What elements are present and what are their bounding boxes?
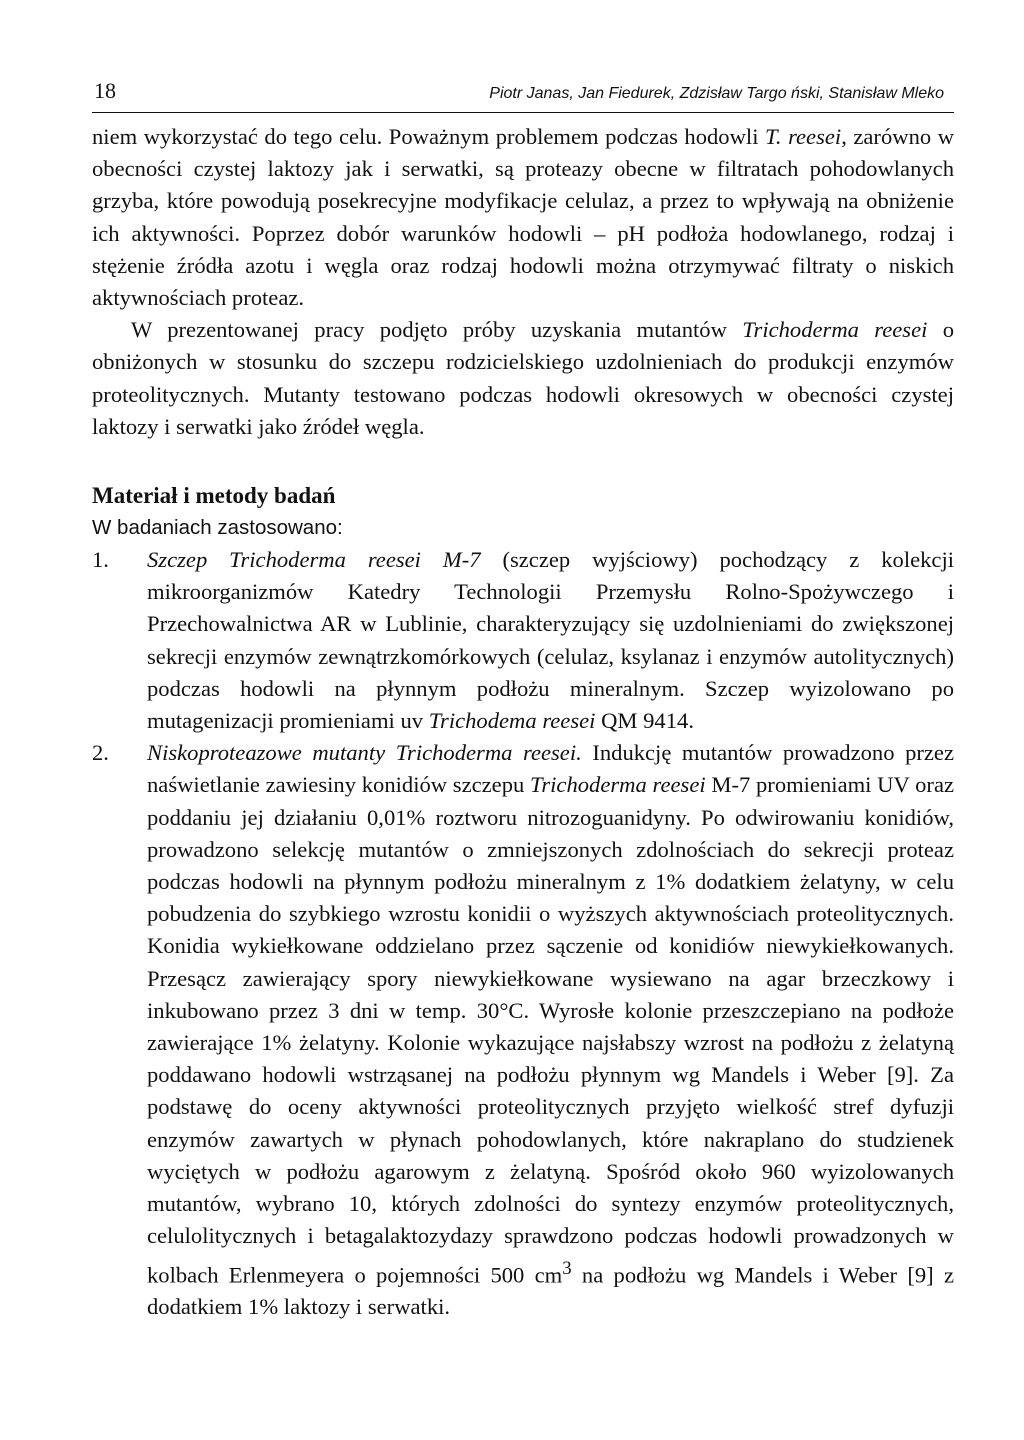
- paragraph-text: niem wykorzystać do tego celu. Poważnym problemem podczas hodowli: [92, 124, 766, 149]
- section-heading: Materiał i metody badań: [92, 483, 336, 509]
- list-item-number: 1.: [92, 547, 109, 573]
- list-lead-in: W badaniach zastosowano:: [92, 516, 343, 540]
- list-item-text: na podłożu wg Mandels i Weber [9] z dodatkiem 1% laktozy i serwatki.: [147, 1262, 954, 1320]
- list-item-title: Niskoproteazowe mutanty Trichoderma reesei.: [147, 740, 582, 766]
- page-number: 18: [94, 78, 116, 103]
- list-item-title: Szczep Trichoderma reesei M-7: [147, 547, 481, 573]
- running-header-authors: Piotr Janas, Jan Fiedurek, Zdzisław Targo ński, Stanisław Mleko: [489, 85, 944, 102]
- document-body: [92, 121, 954, 1323]
- list-item-number: 2.: [92, 740, 109, 766]
- species-name: Trichoderma reesei: [742, 317, 928, 343]
- list-item-text: QM 9414.: [595, 708, 694, 734]
- list-item-text: (szczep wyjściowy) pochodzący z kolekcji mikroorganizmów Katedry Technologii Przemysłu Rolno-Spożywczego i Przechowalnictwa AR w Lublinie, charakteryzujący się uzdolnieniami do zwiększonej sekrecji enzymów zewnątrzkomórkowych (celulaz, ksylanaz i enzymów autolitycznych) podczas hodowli na płynnym podłożu mineralnym. Szczep wyizolowano po mutagenizacji promieniami uv: [147, 547, 955, 734]
- list-item: [92, 544, 954, 737]
- list-item-text: Indukcję mutantów prowadzono przez naświetlanie zawiesiny konidiów szczepu: [147, 740, 954, 798]
- paragraph-text: , zarówno w obecności czystej laktozy jak i serwatki, są proteazy obecne w filtratach pohodowlanych grzyba, które powodują posekrecyjne modyfikacje celulaz, a przez to wpływają na obniżenie ich aktywności. Poprzez dobór warunków hodowli – pH podłoża hodowlanego, rodzaj i stężenie źródła azotu i węgla oraz rodzaj hodowli można otrzymywać filtraty o niskich aktywnościach proteaz.: [92, 124, 955, 311]
- paragraph-text: o obniżonych w stosunku do szczepu rodzicielskiego uzdolnieniach do produkcji enzymów proteolitycznych. Mutanty testowano podczas hodowli okresowych w obecności czystej laktozy i serwatki jako źródeł węgla.: [92, 317, 955, 439]
- species-name: Trichodema reesei: [428, 708, 596, 734]
- paragraph-continuation: [92, 121, 954, 314]
- species-name: T. reesei: [765, 124, 842, 149]
- list-item: [92, 737, 954, 1323]
- species-name: Trichoderma reesei: [530, 772, 706, 798]
- list-item-text: M-7 promieniami UV oraz poddaniu jej działaniu 0,01% roztworu nitrozoguanidyny. Po odwirowaniu konidiów, prowadzono selekcję mutantów o zmniejszonych zdolnościach do sekrecji proteaz podczas hodowli na płynnym podłożu mineralnym z 1% dodatkiem żelatyny, w celu pobudzenia do szybkiego wzrostu konidii o wyższych aktywnościach proteolitycznych. Konidia wykiełkowane oddzielano przez sączenie od konidiów niewykiełkowanych. Przesącz zawierający spory niewykiełkowane wysiewano na agar brzeczkowy i inkubowano przez 3 dni w temp. 30°C. Wyrosłe kolonie przeszczepiano na podłoże zawierające 1% żelatyny. Kolonie wykazujące najsłabszy wzrost na podłożu z żelatyną poddawano hodowli wstrząsanej na podłożu płynnym wg Mandels i Weber [9]. Za podstawę do oceny aktywności proteolitycznych przyjęto wielkość stref dyfuzji enzymów zawartych w płynach pohodowlanych, które nakraplano do studzienek wyciętych w podłożu agarowym z żelatyną. Spośród około 960 wyizolowanych mutantów, wybrano 10, których zdolności do syntezy enzymów proteolitycznych, celulolitycznych i betagalaktozydazy sprawdzono podczas hodowli prowadzonych w kolbach Erlenmeyera o pojemności 500 cm: [147, 772, 955, 1288]
- materials-list: [92, 544, 954, 1323]
- paragraph-text: W prezentowanej pracy podjęto próby uzyskania mutantów: [131, 317, 743, 343]
- running-header: [92, 78, 954, 113]
- document-page: [92, 78, 954, 1323]
- paragraph-aim: [92, 314, 954, 443]
- superscript: 3: [562, 1257, 572, 1279]
